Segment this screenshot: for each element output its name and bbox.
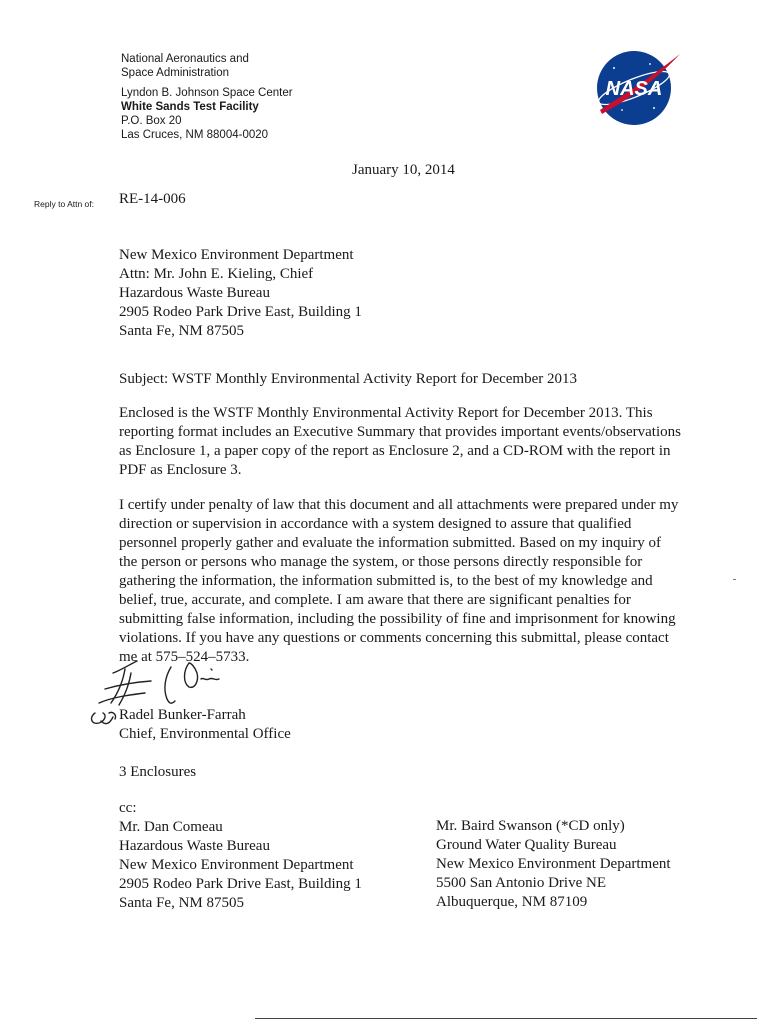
center-name: Lyndon B. Johnson Space Center: [121, 87, 293, 99]
recipient-line: 2905 Rodeo Park Drive East, Building 1: [119, 304, 362, 320]
agency-name-line1: National Aeronautics and: [121, 53, 249, 65]
cc-line: 5500 San Antonio Drive NE: [436, 875, 606, 891]
cc-line: Albuquerque, NM 87109: [436, 894, 588, 910]
recipient-line: Santa Fe, NM 87505: [119, 323, 244, 339]
cc-line: Mr. Dan Comeau: [119, 819, 223, 835]
bottom-rule-divider: [255, 1018, 757, 1019]
scan-mark: [733, 579, 736, 580]
paragraph-line: violations. If you have any questions or comments concerning this submittal, please contact: [119, 630, 669, 646]
cc-left-column: [119, 799, 362, 913]
reference-number: RE-14-006: [119, 191, 186, 207]
cc-line: New Mexico Environment Department: [436, 856, 671, 872]
letter-date: January 10, 2014: [352, 162, 455, 178]
po-box: P.O. Box 20: [121, 115, 182, 127]
recipient-address: [119, 246, 362, 341]
paragraph-line: PDF as Enclosure 3.: [119, 462, 242, 478]
paragraph-line: reporting format includes an Executive Summary that provides important events/observations: [119, 424, 681, 440]
recipient-line: Hazardous Waste Bureau: [119, 285, 270, 301]
cc-right-column: [436, 817, 671, 912]
agency-name-line2: Space Administration: [121, 67, 230, 79]
paragraph-line: Enclosed is the WSTF Monthly Environmental Activity Report for December 2013. This: [119, 405, 653, 421]
cc-line: Ground Water Quality Bureau: [436, 837, 617, 853]
reply-to-label: Reply to Attn of:: [34, 199, 95, 209]
paragraph-line: gathering the information, the information submitted is, to the best of my knowledge and: [119, 573, 653, 589]
cc-line: New Mexico Environment Department: [119, 857, 354, 873]
cc-line: Hazardous Waste Bureau: [119, 838, 270, 854]
paragraph-line: submitting false information, including the possibility of fine and imprisonment for knowing: [119, 611, 676, 627]
nasa-logo-text: NASA: [605, 78, 663, 100]
body-paragraph-1: [119, 404, 699, 480]
paragraph-line: as Enclosure 1, a paper copy of the report as Enclosure 2, and a CD-ROM with the report in: [119, 443, 671, 459]
signer-name: Radel Bunker-Farrah: [119, 707, 246, 723]
cc-line: 2905 Rodeo Park Drive East, Building 1: [119, 876, 362, 892]
letterhead: [121, 52, 293, 142]
cc-line: Mr. Baird Swanson (*CD only): [436, 818, 625, 834]
subject-line: Subject: WSTF Monthly Environmental Activity Report for December 2013: [119, 371, 577, 387]
nasa-meatball-icon: [592, 48, 682, 128]
paragraph-line: I certify under penalty of law that this document and all attachments were prepared under my: [119, 497, 679, 513]
cc-label: cc:: [119, 800, 137, 816]
paragraph-line: belief, true, accurate, and complete. I am aware that there are significant penalties for: [119, 592, 631, 608]
enclosures-note: 3 Enclosures: [119, 764, 197, 780]
facility-name: White Sands Test Facility: [121, 101, 259, 113]
body-paragraph-2: [119, 496, 704, 667]
signer-title: Chief, Environmental Office: [119, 726, 291, 742]
city-state-zip: Las Cruces, NM 88004-0020: [121, 129, 269, 141]
recipient-line: New Mexico Environment Department: [119, 247, 354, 263]
paragraph-line: me at 575–524–5733.: [119, 649, 250, 665]
paragraph-line: personnel properly gather and evaluate the information submitted. Based on my inquiry of: [119, 535, 661, 551]
signer-block: [119, 706, 291, 744]
nasa-logo: [592, 48, 682, 128]
recipient-line: Attn: Mr. John E. Kieling, Chief: [119, 266, 314, 282]
cc-line: Santa Fe, NM 87505: [119, 895, 244, 911]
paragraph-line: the person or persons who manage the system, or those persons directly responsible for: [119, 554, 643, 570]
paragraph-line: direction or supervision in accordance with a system designed to assure that qualified: [119, 516, 632, 532]
